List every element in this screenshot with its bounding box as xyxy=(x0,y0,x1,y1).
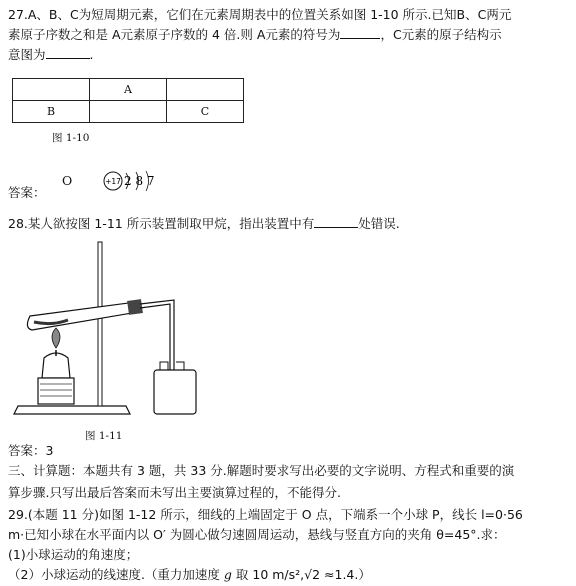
table-cell-a: A xyxy=(90,79,167,101)
q28-text-a: 28.某人欲按图 1-11 所示装置制取甲烷，指出装置中有 xyxy=(8,216,315,231)
chlorine-atom-diagram xyxy=(100,168,170,194)
methane-apparatus-figure xyxy=(8,238,208,422)
q27-line-2-text-a: 素原子序数之和是 A元素原子序数的 4 倍.则 A元素的符号为 xyxy=(8,27,341,42)
flame xyxy=(52,328,60,348)
stand-base xyxy=(14,406,130,414)
q27-line-2 xyxy=(8,26,502,44)
bottle-neck-2 xyxy=(176,362,184,370)
q28-question xyxy=(8,215,400,233)
q29-sub-2 xyxy=(8,566,371,584)
q29-line-1: 29.(本题 11 分)如图 1-12 所示，细线的上端固定于 O 点，下端系一个小球 P，线长 l=0·56 xyxy=(8,507,523,522)
nucleus-charge: +17 xyxy=(105,177,121,186)
table-cell-c: C xyxy=(167,101,244,123)
q29-gravity-symbol: g xyxy=(223,567,232,582)
electron-counts: 2 8 7 xyxy=(124,174,155,188)
q27-line-3-text-a: 意图为 xyxy=(8,47,46,62)
alcohol-lamp xyxy=(42,353,70,378)
q27-line-1: 27.A、B、C为短周期元素，它们在元素周期表中的位置关系如图 1-10 所示.已知B、C两元 xyxy=(8,7,512,22)
q27-blank-diagram xyxy=(46,46,90,59)
table-cell xyxy=(13,79,90,101)
q27-line-3-text-b: . xyxy=(89,47,94,62)
stand-rod xyxy=(98,242,102,406)
section3-line-1: 三、计算题：本题共有 3 题，共 33 分.解题时要求写出必要的文字说明、方程式和重要的演 xyxy=(8,463,515,478)
figure-1-10-caption: 图 1-10 xyxy=(52,132,90,144)
section3-line-2: 算步骤.只写出最后答案而未写出主要演算过程的，不能得分. xyxy=(8,485,341,500)
periodic-table-fragment xyxy=(12,78,244,123)
delivery-tube-inner xyxy=(140,304,170,376)
q27-line-3 xyxy=(8,46,94,64)
q29-line-2: m·已知小球在水平面内以 O′ 为圆心做匀速圆周运动，悬线与竖直方向的夹角 θ=45°.求： xyxy=(8,527,506,542)
periodic-table-row xyxy=(13,79,244,101)
figure-1-11-caption: 图 1-11 xyxy=(85,430,123,442)
stopper xyxy=(127,299,143,315)
lamp-stand-block xyxy=(38,378,74,404)
periodic-table-row xyxy=(13,101,244,123)
q29-sub-1: (1)小球运动的角速度； xyxy=(8,547,139,562)
q27-answer-label: 答案： xyxy=(8,185,46,200)
collection-bottle xyxy=(154,370,196,414)
q27-line-2-text-b: ，C元素的原子结构示 xyxy=(380,27,502,42)
table-cell-b: B xyxy=(13,101,90,123)
q28-text-b: 处错误. xyxy=(358,216,400,231)
bottle-neck xyxy=(160,362,168,370)
table-cell xyxy=(167,79,244,101)
q29-sub-2-text-a: （2）小球运动的线速度.（重力加速度 xyxy=(8,567,224,582)
test-tube xyxy=(27,302,138,330)
table-cell xyxy=(90,101,167,123)
q27-blank-symbol xyxy=(340,26,380,39)
q27-answer-symbol: O xyxy=(62,173,73,188)
q28-blank xyxy=(314,215,358,228)
q29-sub-2-text-b: 取 10 m/s²,√2 ≈1.4.） xyxy=(231,567,371,582)
q28-answer: 答案：3 xyxy=(8,443,54,458)
delivery-tube xyxy=(140,300,174,376)
